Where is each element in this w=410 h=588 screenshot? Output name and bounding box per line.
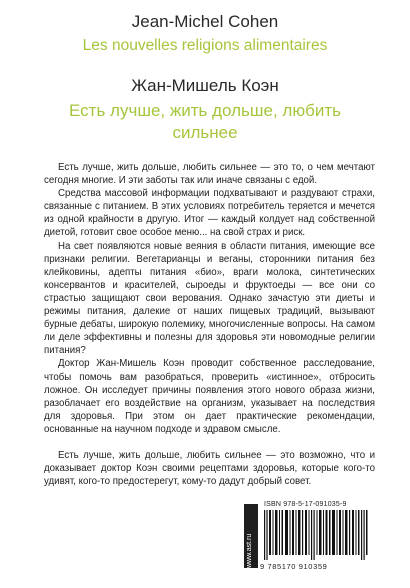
paragraph: Доктор Жан-Мишель Коэн проводит собственное расследование, чтобы помочь вам разобраться, проверить «истинное», отбросить ложное. Он исследует причины появления этого нового образа жизни, разоблачает его воздействие на организм, указывает на последствия для здоровья. При этом он дает практические рекомендации, основанные на научном подходе и здравом смысле. — [44, 358, 375, 435]
author-name-french: Jean-Michel Cohen — [131, 12, 279, 31]
isbn-label: ISBN 978-5-17-091035-9 — [264, 501, 347, 508]
book-title-french: Les nouvelles religions alimentaires — [82, 37, 328, 54]
publisher-site-strip — [244, 504, 258, 568]
publisher-site: www.ast.ru — [246, 533, 253, 568]
author-name-russian: Жан-Мишель Коэн — [131, 76, 279, 95]
paragraph: На свет появляются новые веяния в области питания, имеющие все признаки религии. Вегетарианцы и веганы, сторонники питания без клейковины, адепты питания «био», враги молока, синтетических консервантов и красителей, сыроеды и фруктоеды — все они со страстью защищают свои верования. Однако зачастую эти диеты и режимы питания, далекие от наших пищевых традиций, вызывают бурные дебаты, широкую полемику, многочисленные вопросы. На самом ли деле эффективны и полезны для здоровья эти новомодные религии питания? — [44, 240, 375, 357]
paragraph: Средства массовой информации подхватывают и раздувают страхи, связанные с питанием. В этих условиях потребитель теряется и мечется из одной крайности в другую. Итог — каждый колдует над собственной диетой, готовит свое особое меню... на свой страх и риск. — [44, 188, 375, 239]
barcode-block — [244, 501, 372, 573]
barcode-digits: 9 785170 910359 — [260, 562, 328, 571]
book-title-russian: Есть лучше, жить дольше, любить сильнее — [69, 101, 341, 142]
paragraph: Есть лучше, жить дольше, любить сильнее — это то, о чем мечтают сегодня многие. И эти заботы так или иначе связаны с едой. — [44, 162, 375, 187]
barcode-icon — [264, 510, 368, 560]
paragraph: Есть лучше, жить дольше, любить сильнее — это возможно, что и доказывает доктор Коэн своими рецептами здоровья, которые кого-то удивят, кого-то предостерегут, кому-то дадут добрый совет. — [44, 449, 375, 488]
annotation-text — [44, 161, 375, 488]
